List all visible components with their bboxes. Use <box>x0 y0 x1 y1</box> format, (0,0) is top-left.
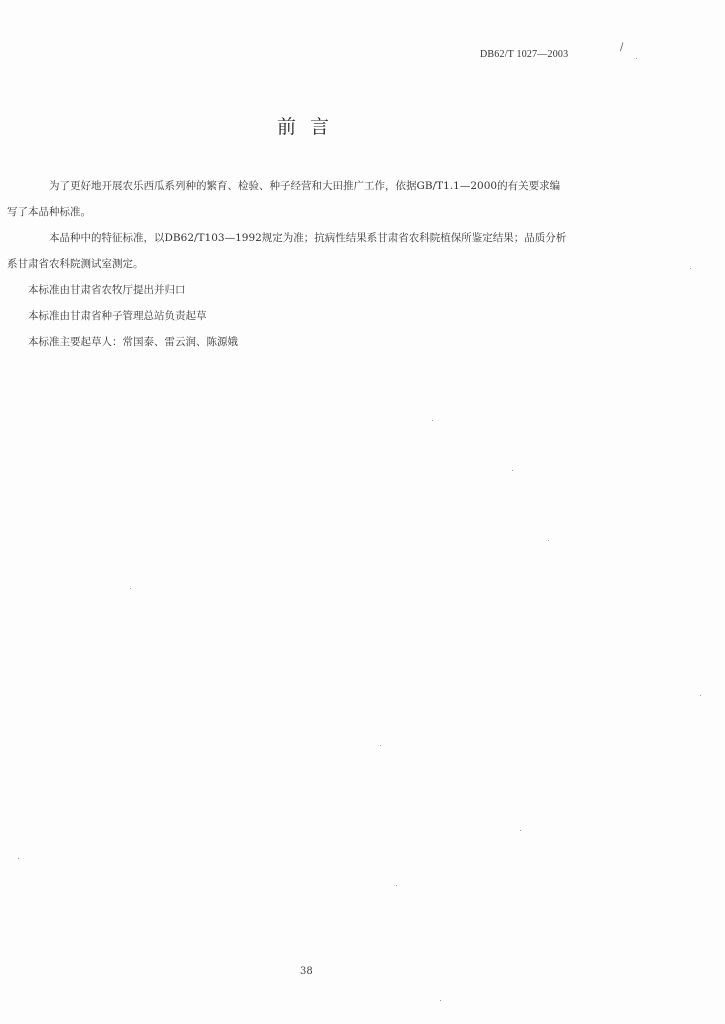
paragraph-line: 为了更好地开展农乐西瓜系列种的繁育、检验、种子经营和大田推广工作，依据GB/T1.1—2000的有关要求编 <box>49 180 561 192</box>
paragraph-line: 本标准由甘肃省种子管理总站负责起草 <box>28 310 207 322</box>
scan-speck <box>396 885 397 886</box>
corner-mark: / <box>620 42 624 53</box>
page-number: 38 <box>300 966 313 977</box>
scan-speck <box>440 1000 441 1001</box>
paragraph-line: 系甘肃省农科院测试室测定。 <box>7 258 144 270</box>
scan-speck <box>130 588 131 589</box>
scan-speck <box>380 745 381 746</box>
scan-speck <box>690 268 691 269</box>
paragraph-proposer <box>28 282 598 298</box>
paragraph-standards <box>7 230 598 272</box>
scan-speck <box>432 420 433 421</box>
scan-speck <box>700 695 701 696</box>
standard-code: DB62/T 1027—2003 <box>480 49 569 60</box>
scan-speck <box>520 830 521 831</box>
scan-speck <box>18 858 19 859</box>
paragraph-drafter <box>28 308 598 324</box>
scan-speck <box>512 470 513 471</box>
paragraph-line: 写了本品种标准。 <box>7 206 91 218</box>
scan-speck <box>548 540 549 541</box>
paragraph-line: 本标准主要起草人：常国泰、雷云润、陈源娥 <box>28 336 238 348</box>
paragraph-purpose <box>7 178 598 220</box>
page-title: 前言 <box>276 116 343 138</box>
paragraph-line: 本品种中的特征标准，以DB62/T103—1992规定为准；抗病性结果系甘肃省农科院植保所鉴定结果；品质分析 <box>49 232 567 244</box>
paragraph-line: 本标准由甘肃省农牧厅提出并归口 <box>28 284 186 296</box>
paragraph-authors <box>28 334 598 350</box>
scan-speck <box>636 58 637 59</box>
foreword-body <box>7 178 598 360</box>
